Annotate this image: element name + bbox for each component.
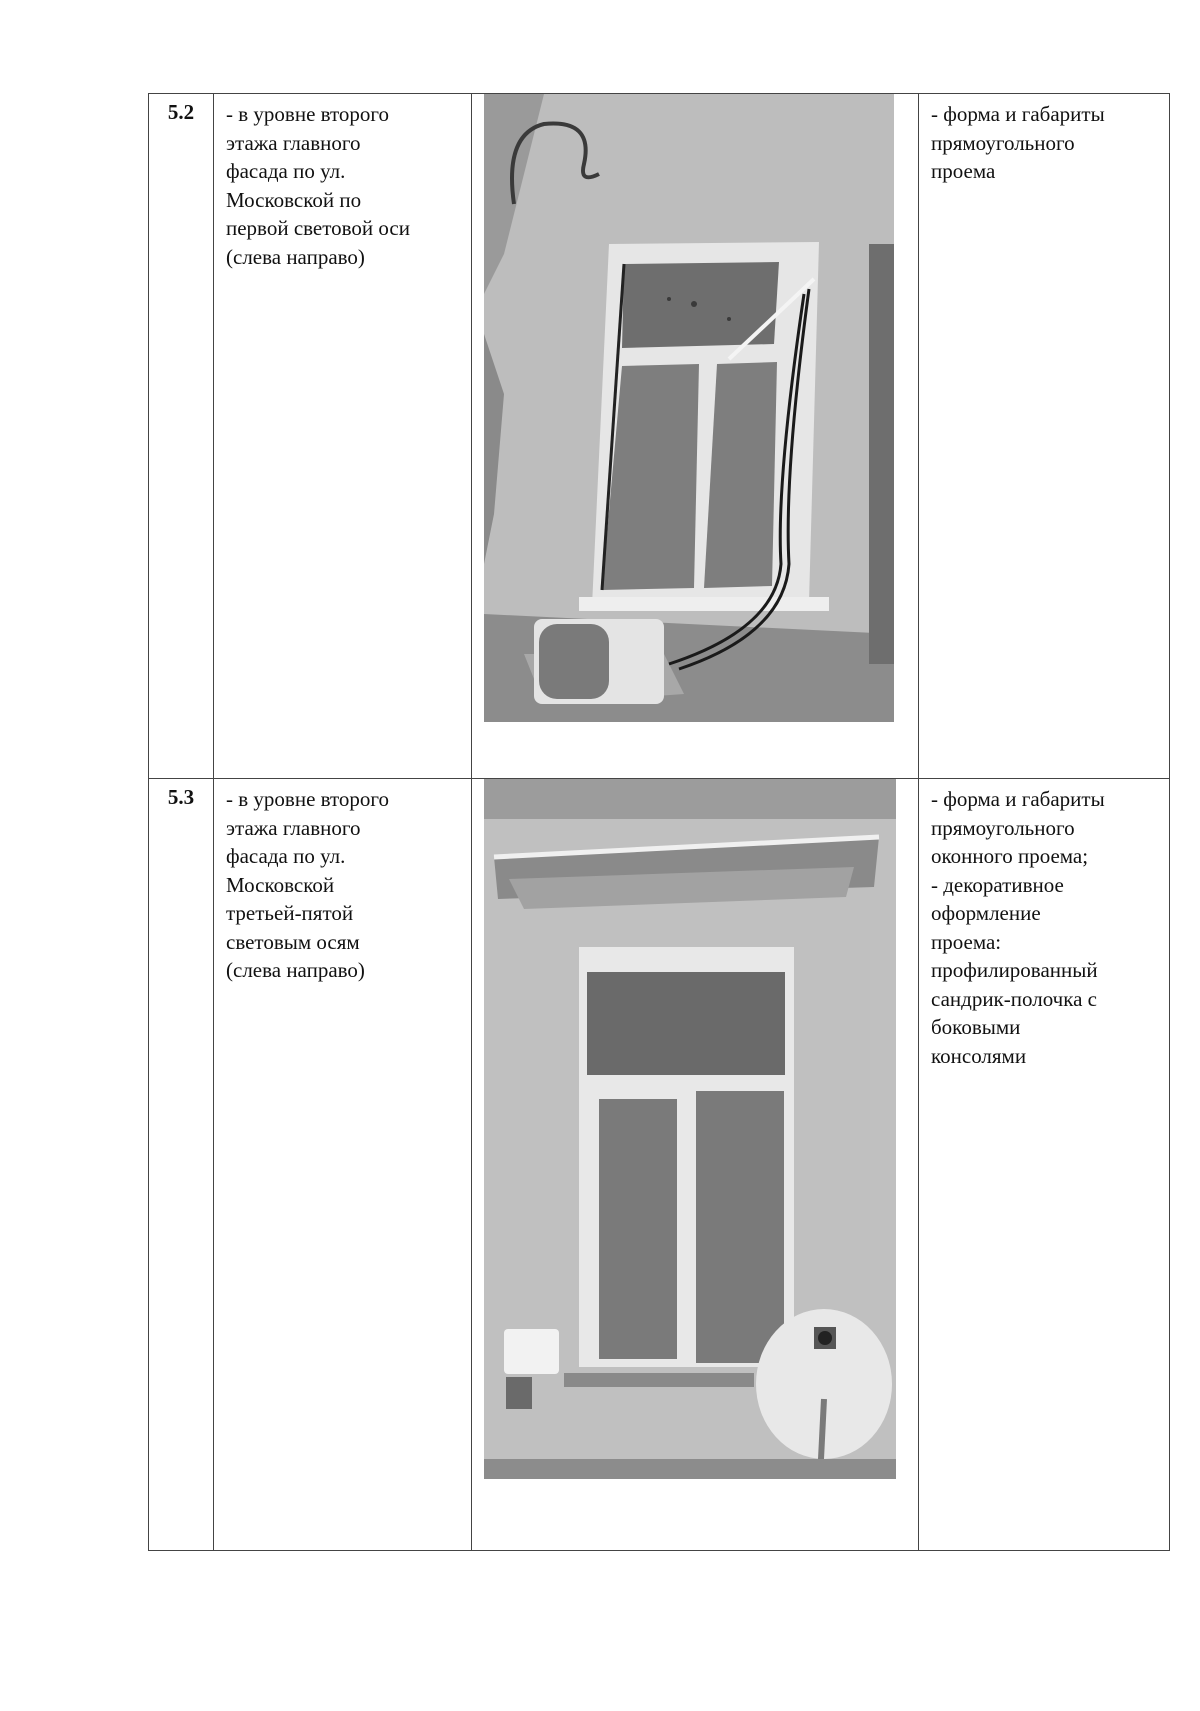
window-photo-5-3 (484, 779, 896, 1479)
location-cell (214, 94, 472, 779)
table-row (149, 94, 1170, 779)
table-row (149, 779, 1170, 1551)
location-text: - в уровне второго этажа главного фасада по ул. Московской третьей-пятой световым осям (слева направо) (226, 787, 390, 982)
subject-text: - форма и габариты прямоугольного оконного проема; - декоративное оформление проема: профилированный сандрик-полочка с боковыми консолями (931, 787, 1105, 1068)
protected-elements-table (148, 93, 1170, 1551)
photo-cell (472, 94, 919, 779)
subject-text: - форма и габариты прямоугольного проема (931, 102, 1105, 183)
row-number: 5.3 (149, 779, 214, 1551)
row-number: 5.2 (149, 94, 214, 779)
subject-cell (919, 779, 1170, 1551)
window-photo-5-2 (484, 94, 894, 722)
photo-cell (472, 779, 919, 1551)
location-cell (214, 779, 472, 1551)
location-text: - в уровне второго этажа главного фасада по ул. Московской по первой световой оси (слева направо) (226, 102, 410, 269)
subject-cell (919, 94, 1170, 779)
